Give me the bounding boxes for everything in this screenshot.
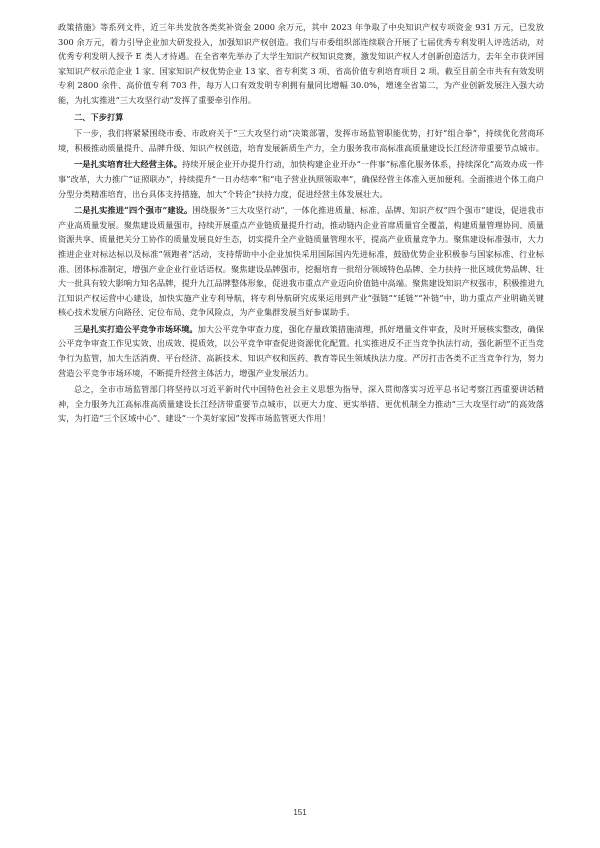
paragraph-fair-competition [58,322,544,380]
paragraph-conclusion [58,382,544,426]
paragraph-business-entities [58,157,544,201]
section-heading-text: 二、下步打算 [74,111,124,122]
section-heading [58,110,544,125]
paragraph-text: 政策措施》等系列文件，近三年共发放各类奖补资金 2000 余万元，其中 2023 年争取了中央知识产权专项资金 931 万元，已发放 300 余万元，着力引导企业加大研发投入，加强知识产权创造。我们与市委组织部连续联合开展了七届优秀专利发明人评选活动，对优秀专利发明人授予 E 类人才待遇。在全省率先举办了大学生知识产权知识竞赛，激发知识产权人才创新创造活力，去年全市获评国家知识产权示范企业 1 家、国家知识产权优势企业 13 家、省专利奖 3 项、省高价值专利培育项目 2 项。截至目前全市共有有效发明专利 2800 余件、高价值专利 703 件，每万人口有效发明专利拥有量同比增幅 30.0%，增速全省第二，为产业创新发展注入强大动能，为扎实推进“三大攻坚行动”发挥了重要牵引作用。 [58,22,544,105]
paragraph-lead: 二是扎实推进“四个强市”建设。 [74,205,193,216]
paragraph-text: 加大公平竞争审查力度，强化存量政策措施清理，抓好增量文件审查，及时开展核实整改，确保公平竞争审查工作见实效、出成效、提质效，以公平竞争审查促进资源优化配置。扎实推进反不正当竞争执法行动，强化新型不正当竞争行为监管，加大生活消费、平台经济、高新技术、知识产权和医药、教育等民生领域执法力度。严厉打击各类不正当竞争行为，努力营造公平竞争市场环境，不断提升经营主体活力，增强产业发展活力。 [58,323,545,378]
paragraph-lead: 一是扎实培育壮大经营主体。 [74,159,183,170]
paragraph-lead: 三是扎实打造公平竞争市场环境。 [74,323,198,334]
paragraph-four-strong-cities [58,203,544,320]
paragraph-text: 总之，全市市场监管部门将坚持以习近平新时代中国特色社会主义思想为指导，深入贯彻落实习近平总书记考察江西重要讲话精神，全力服务九江高标准高质量建设长江经济带重要节点城市，以更大力度、更实举措、更优机制全力推动“三大攻坚行动”的高效落实，为打造“三个区域中心”、建设“一个美好家园”发挥市场监管更大作用！ [58,384,544,424]
page-number: 151 [293,808,307,817]
paragraph-text: 围绕服务“三大攻坚行动”，一体化推进质量、标准、品牌、知识产权“四个强市”建设，促进我市产业高质量发展。聚焦建设质量强市，持续开展重点产业链质量提升行动，推动链内企业首席质量官全覆盖，构建质量管理协同、质量资源共享、质量把关分工协作的质量发展良好生态，切实提升全产业链质量管理水平，提高产业质量竞争力。聚焦建设标准强市，大力推进企业对标达标以及标准“领跑者”活动，支持帮助中小企业加快采用国际国内先进标准，鼓励优势企业积极参与国家标准、行业标准、团体标准制定，增强产业企业行业话语权。聚焦建设品牌强市，挖掘培育一批绍分领域特色品牌、全力扶持一批区域优势品牌、壮大一批具有较大影响力知名品牌，提升九江品牌整体形象，促进我市重点产业迈向价值链中高端。聚焦建设知识产权强市，积极推进九江知识产权运营中心建设，加快实施产业专利导航，将专利导航研究成果运用到产业“强链”“延链”“补链”中，助力重点产业明确关键核心技术发展方向路径、定位布局、竞争风险点，为产业集群发展当好参谋助手。 [58,205,545,318]
paragraph-text: 下一步，我们将紧紧围绕市委、市政府关于“三大攻坚行动”决策部署，发挥市场监管职能优势，打好“组合拳”，持续优化营商环境，积极推动质量提升、品牌升级、知识产权创造，培育发展新质生产力，全力服务我市高标准高质量建设长江经济带重要节点城市。 [58,128,545,153]
paragraph-policy-results [58,20,544,108]
paragraph-text: 持续开展企业开办提升行动，加快构建企业开办“一件事”标准化服务体系，持续深化“高效办成一件事”改革，大力推广“证照联办”，持续提升“一日办结率”和“电子营业执照领取率”，确保经营主体准入更加便利。全面推进个体工商户分型分类精准培育，出台具体支持措施，加大“个转企”扶持力度，促进经营主体发展壮大。 [58,159,545,199]
page-body [58,20,544,428]
paragraph-next-steps [58,126,544,155]
